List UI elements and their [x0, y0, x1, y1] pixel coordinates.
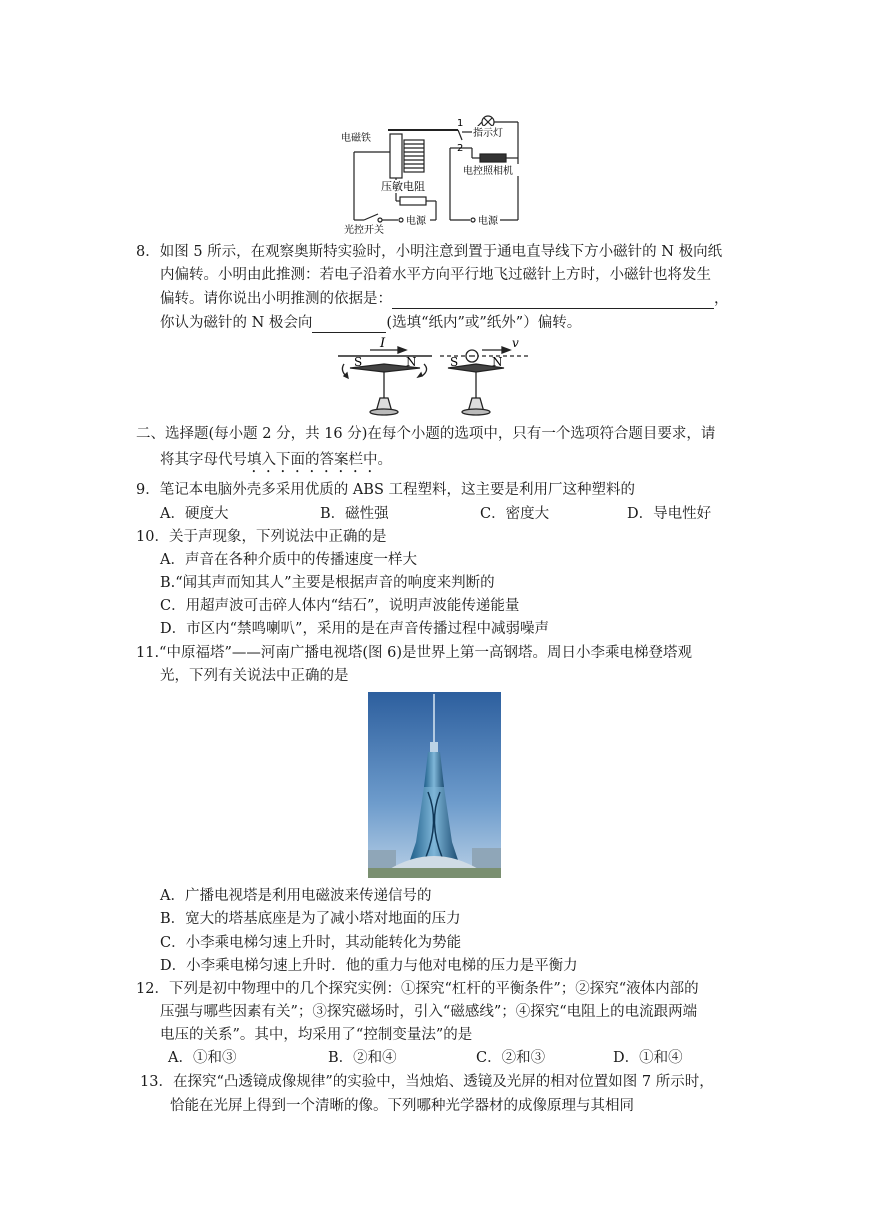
right-s-pole-label: S	[450, 355, 459, 369]
q11-line-1: 11.“中原福塔”——河南广播电视塔(图 6)是世界上第一高钢塔。周日小李乘电梯登塔观	[136, 645, 693, 661]
q12-option-d[interactable]: D．①和④	[613, 1050, 683, 1066]
q8-blank-direction[interactable]	[312, 316, 386, 333]
right-n-pole-label: N	[492, 355, 503, 369]
section-2-header-line-2	[160, 450, 392, 476]
q13-line-1: 13．在探究“凸透镜成像规律”的实验中，当烛焰、透镜及光屏的相对位置如图 7 所示时，	[140, 1074, 714, 1090]
compass-figure	[336, 336, 532, 418]
tv-tower-photo	[368, 692, 501, 878]
left-n-pole-label: N	[406, 355, 417, 369]
q8-line-3	[160, 289, 729, 309]
q13-line-2: 恰能在光屏上得到一个清晰的像。下列哪种光学器材的成像原理与其相同	[170, 1098, 634, 1114]
q12-option-c[interactable]: C．②和③	[476, 1050, 546, 1066]
q12-line-3: 电压的关系”。其中，均采用了“控制变量法”的是	[160, 1027, 473, 1043]
section-2-header-pre: 将其字母代号	[160, 452, 247, 468]
relay-circuit-diagram	[340, 112, 530, 234]
q9-option-c[interactable]: C．密度大	[480, 506, 550, 522]
q8-line-3-end: ，	[714, 291, 729, 307]
section-2-header-post: 。	[377, 452, 392, 468]
q11-option-b[interactable]: B．宽大的塔基底座是为了减小塔对地面的压力	[160, 911, 461, 927]
q10-option-b[interactable]: B.“闻其声而知其人”主要是根据声音的响度来判断的	[160, 575, 495, 591]
electromagnet-label: 电磁铁	[341, 133, 371, 144]
q11-option-d[interactable]: D．小李乘电梯匀速上升时．他的重力与他对电梯的压力是平衡力	[160, 958, 578, 974]
electron-symbol: −	[484, 384, 485, 385]
light-switch-label: 光控开关	[344, 225, 384, 234]
pressure-resistor-label: 压敏电阻	[381, 180, 425, 193]
q12-option-a[interactable]: A．①和③	[168, 1050, 237, 1066]
contact-2-label: 2	[457, 143, 464, 154]
section-2-header-emphasis: 填入下面的答案栏中	[247, 452, 378, 468]
oersted-compass-diagram	[336, 336, 532, 418]
q10-stem: 10．关于声现象，下列说法中正确的是	[136, 529, 387, 545]
q8-line-3-text: 偏转。请你说出小明推测的依据是：	[160, 291, 392, 307]
q12-line-1: 12．下列是初中物理中的几个探究实例：①探究“杠杆的平衡条件”；②探究“液体内部的	[136, 981, 699, 997]
current-label: I	[380, 336, 386, 351]
q8-line-4b: (选填“纸内”或”纸外”）偏转。	[386, 315, 582, 331]
q8-line-1: 8．如图 5 所示，在观察奥斯特实验时，小明注意到置于通电直导线下方小磁针的 N 极向纸	[136, 244, 723, 260]
velocity-label: v	[512, 336, 519, 350]
q11-option-a[interactable]: A．广播电视塔是利用电磁波来传递信号的	[160, 888, 432, 904]
left-s-pole-label: S	[354, 355, 363, 369]
q9-option-a[interactable]: A．硬度大	[160, 506, 229, 522]
q8-line-4a: 你认为磁针的 N 极会向	[160, 315, 313, 331]
q11-option-c[interactable]: C．小李乘电梯匀速上升时，其动能转化为势能	[160, 935, 462, 951]
tv-tower-image	[368, 692, 501, 878]
power-label-right: 电源	[478, 216, 498, 227]
camera-label: 电控照相机	[463, 166, 513, 177]
q10-option-a[interactable]: A．声音在各种介质中的传播速度一样大	[160, 552, 417, 568]
q10-option-c[interactable]: C．用超声波可击碎人体内“结石”，说明声波能传递能量	[160, 598, 520, 614]
q8-line-2: 内偏转。小明由此推测：若电子沿着水平方向平行地飞过磁针上方时，小磁针也将发生	[160, 267, 711, 283]
contact-1-label: 1	[457, 118, 464, 129]
q12-line-2: 压强与哪些因素有关”；③探究磁场时，引入“磁感线”；④探究“电阻上的电流跟两端	[160, 1004, 698, 1020]
indicator-lamp-label: 指示灯	[473, 128, 503, 139]
q9-option-d[interactable]: D．导电性好	[627, 506, 712, 522]
q12-option-b[interactable]: B．②和④	[328, 1050, 397, 1066]
q9-stem: 9．笔记本电脑外壳多采用优质的 ABS 工程塑料，这主要是利用厂这种塑料的	[136, 482, 636, 498]
power-label-left: 电源	[406, 216, 426, 227]
q9-option-b[interactable]: B．磁性强	[320, 506, 389, 522]
q11-line-2: 光，下列有关说法中正确的是	[160, 668, 349, 684]
section-2-header-line-1: 二、选择题(每小题 2 分，共 16 分)在每个小题的选项中，只有一个选项符合题目要求，请	[136, 426, 716, 442]
q10-option-d[interactable]: D．市区内“禁鸣喇叭”，采用的是在声音传播过程中减弱噪声	[160, 621, 549, 637]
q8-line-4	[160, 313, 581, 333]
q8-blank-reason[interactable]	[392, 292, 714, 309]
relay-circuit-figure	[340, 112, 530, 234]
